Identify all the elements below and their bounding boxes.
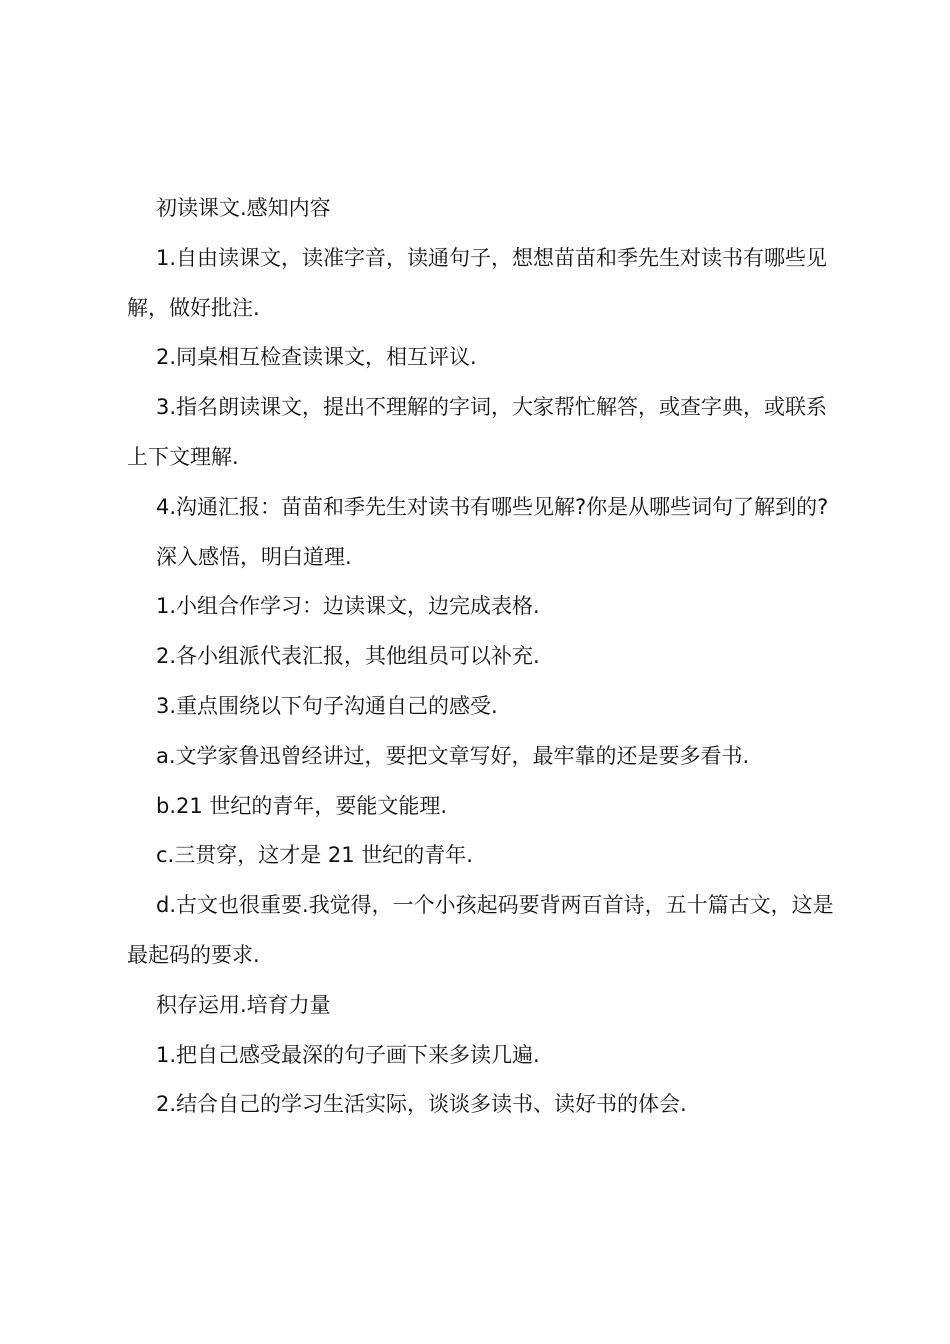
step-paragraph: 3.指名朗读课文，提出不理解的字词，大家帮忙解答，或查字典，或联系上下文理解.: [127, 395, 828, 469]
quote-paragraph: d.古文也很重要.我觉得，一个小孩起码要背两百首诗，五十篇古文，这是最起码的要求.: [127, 893, 834, 967]
section-heading-deep-understanding: 深入感悟，明白道理.: [156, 544, 352, 569]
quote-paragraph: b.21 世纪的青年，要能文能理.: [156, 793, 448, 818]
quote-paragraph: a.文学家鲁迅曾经讲过，要把文章写好，最牢靠的还是要多看书.: [156, 743, 750, 768]
step-paragraph: 1.自由读课文，读准字音，读通句子，想想苗苗和季先生对读书有哪些见解，做好批注.: [127, 245, 828, 320]
document-body: [127, 184, 837, 1130]
quote-paragraph: c.三贯穿，这才是 21 世纪的青年.: [156, 843, 473, 868]
step-paragraph: 2.各小组派代表汇报，其他组员可以补充.: [156, 644, 540, 669]
step-paragraph: 4.沟通汇报：苗苗和季先生对读书有哪些见解?你是从哪些词句了解到的?: [156, 494, 829, 519]
section-heading-application: 积存运用.培育力量: [156, 992, 331, 1017]
step-paragraph: 1.把自己感受最深的句子画下来多读几遍.: [156, 1042, 540, 1067]
step-paragraph: 1.小组合作学习：边读课文，边完成表格.: [156, 594, 540, 619]
step-paragraph: 2.同桌相互检查读课文，相互评议.: [156, 345, 477, 370]
step-paragraph: 3.重点围绕以下句子沟通自己的感受.: [156, 693, 498, 718]
section-heading-first-reading: 初读课文.感知内容: [156, 196, 331, 220]
step-paragraph: 2.结合自己的学习生活实际，谈谈多读书、读好书的体会.: [156, 1092, 687, 1117]
